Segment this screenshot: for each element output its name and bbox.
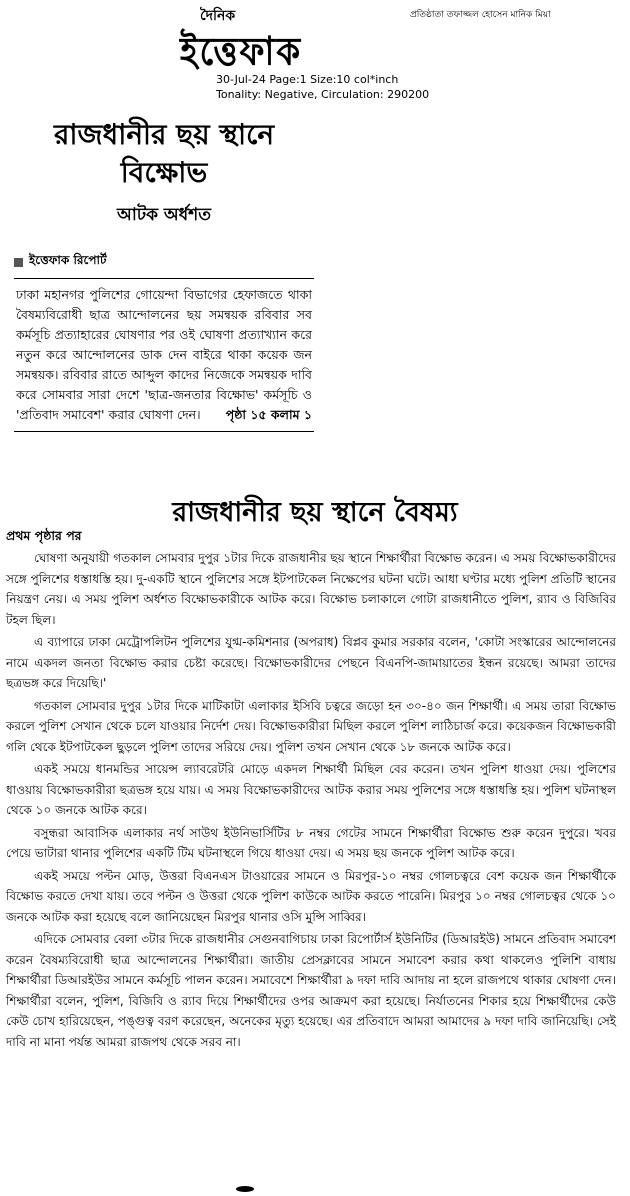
continued-article-body	[6, 548, 616, 1054]
masthead	[180, 4, 620, 75]
continued-headline: রাজধানীর ছয় স্থানে বৈষম্য	[172, 497, 458, 528]
paragraph: বসুন্ধরা আবাসিক এলাকার নর্থ সাউথ ইউনিভার্সিটির ৮ নম্বর গেটের সামনে শিক্ষার্থীরা বিক্ষোভ শুরু করেন দুপুরে। খবর পেয়ে ভাটারা থানার পুলিশের একটি টিম ঘটনাস্থলে গিয়ে ধাওয়া দেয়। এ সময় ছয় জনকে পুলিশ আটক করে।	[6, 825, 616, 860]
jump-reference: পৃষ্ঠা ১৫ কলাম ১	[225, 407, 312, 422]
meta-line-1: 30-Jul-24 Page:1 Size:10 col*inch	[216, 73, 399, 86]
paragraph: একই সময়ে ধানমন্ডির সায়েন্স ল্যাবরেটরি মোড়ে একদল শিক্ষার্থী মিছিল বের করেন। তখন পুলিশ ধাওয়া দেয়। পুলিশের ধাওয়ায় বিক্ষোভকারীরা ছত্রভঙ্গ হয়ে যায়। এ সময় বিক্ষোভকারীদের আটক করার সময় পুলিশের সঙ্গে ধস্তাধস্তি হয়। পুলিশ ঘটনাস্থল থেকে ১০ জনকে আটক করে।	[6, 762, 616, 817]
paragraph: এ ব্যাপারে ঢাকা মেট্রোপলিটন পুলিশের যুগ্ম-কমিশনার (অপরাধ) বিপ্লব কুমার সরকার বলেন, 'কোটা সংস্কারের আন্দোলনের নামে একদল জনতা বিক্ষোভ করার চেষ্টা করেছে। বিক্ষোভকারীদের পেছনে বিএনপি-জামায়াতের ইন্ধন রয়েছে। আমরা তাদের ছত্রভঙ্গ করে দিয়েছি।'	[6, 635, 616, 690]
front-article-body	[14, 278, 314, 432]
masthead-small-title: দৈনিক	[200, 8, 236, 24]
masthead-tagline: প্রতিষ্ঠাতা তফাজ্জল হোসেন মানিক মিয়া	[410, 10, 551, 20]
square-bullet-icon	[14, 258, 23, 267]
continued-from-label: প্রথম পৃষ্ঠার পর	[6, 528, 82, 543]
paragraph: এদিকে সোমবার বেলা ৩টার দিকে রাজধানীর সেগুনবাগিচায় ঢাকা রিপোর্টার্স ইউনিটির (ডিআরইউ) সামনে প্রতিবাদ সমাবেশ করেন বৈষম্যবিরোধী ছাত্র আন্দোলনের শিক্ষার্থীরা। জাতীয় প্রেসক্লাবের সামনে সমাবেশ করার কথা থাকলেও পুলিশি বাধায় শিক্ষার্থীরা ডিআরইউর সামনে কর্মসূচি পালন করেন। সমাবেশে শিক্ষার্থীরা ৯ দফা দাবি আদায় না হলে রাজপথে থাকার ঘোষণা দেন। শিক্ষার্থীরা বলেন, পুলিশ, বিজিবি ও র‍্যাব দিয়ে শিক্ষার্থীদের ওপর আক্রমণ করা হয়েছে। নির্যাতনের শিকার হয়ে শিক্ষার্থীদের কেউ কেউ চোখ হারিয়েছেন, পঙ্গুত্ব বরণ করেছেন, অনেকের মৃত্যু হয়েছে। এর প্রতিবাদে আমরা আমাদের ৯ দফা দাবি জানিয়েছি। সেই দাবি না মানা পর্যন্ত আমরা রাজপথ থেকে সরব না।	[6, 932, 616, 1049]
front-headline	[14, 116, 314, 192]
front-body-text: ঢাকা মহানগর পুলিশের গোয়েন্দা বিভাগের হেফাজতে থাকা বৈষম্যবিরোধী ছাত্র আন্দোলনের ছয় সমন্বয়ক রবিবার সব কর্মসূচি প্রত্যাহারের ঘোষণার পর ওই ঘোষণা প্রত্যাখ্যান করে নতুন করে আন্দোলনের ডাক দেন বাইরে থাকা কয়েক জন সমন্বয়ক। রবিবার রাতে আব্দুল কাদের নিজেকে সমন্বয়ক দাবি করে সোমবার সারা দেশে 'ছাত্র-জনতার বিক্ষোভ' কর্মসূচি ও 'প্রতিবাদ সমাবেশ' করার ঘোষণা দেন।	[16, 287, 312, 422]
front-headline-line-1: রাজধানীর ছয় স্থানে	[53, 118, 275, 151]
meta-line-2: Tonality: Negative, Circulation: 290200	[216, 88, 430, 101]
paragraph: একই সময়ে পল্টন মোড়, উত্তরা বিএনএস টাওয়ারের সামনে ও মিরপুর-১০ নম্বর গোলচত্বরে বেশ কয়েক জন শিক্ষার্থীকে বিক্ষোভ করতে দেখা যায়। তবে পল্টন ও উত্তরা থেকে পুলিশ কাউকে আটক করতে পারেনি। মিরপুর ১০ নম্বর গোলচত্বর থেকে ১০ জনকে আটক করা হয়েছে বলে জানিয়েছেন মিরপুর থানার ওসি মুন্সি সাব্বির।	[6, 868, 616, 924]
front-headline-line-2: বিক্ষোভ	[120, 156, 208, 189]
clipping-meta	[216, 72, 429, 102]
masthead-logo: ইত্তেফাক	[180, 28, 303, 75]
front-page-article	[14, 116, 314, 432]
byline	[14, 252, 314, 272]
front-subheadline: আটক অর্ধশত	[117, 205, 211, 225]
byline-text: ইত্তেফাক রিপোর্ট	[29, 253, 107, 267]
paragraph: গতকাল সোমবার দুপুর ১টার দিকে মাটিকাটা এলাকার ইসিবি চত্বরে জড়ো হন ৩০-৪০ জন শিক্ষার্থী। এ সময় তারা বিক্ষোভ করলে পুলিশ সেখান থেকে চলে যাওয়ার নির্দেশ দেয়। বিক্ষোভকারীরা মিছিল করলে পুলিশ লাঠিচার্জ করে। কয়েকজন বিক্ষোভকারী গলি থেকে ইটপাটকেল ছুড়লে পুলিশ তাদের সরিয়ে দেয়। পুলিশ তখন সেখান থেকে ১৮ জনকে আটক করে।	[6, 698, 616, 754]
bottom-mark	[236, 1186, 254, 1192]
paragraph: ঘোষণা অনুযায়ী গতকাল সোমবার দুপুর ১টার দিকে রাজধানীর ছয় স্থানে শিক্ষার্থীরা বিক্ষোভ করেন। এ সময় বিক্ষোভকারীদের সঙ্গে পুলিশের ধস্তাধস্তি হয়। দু-একটি স্থানে পুলিশের সঙ্গে ইটপাটকেল নিক্ষেপের ঘটনা ঘটে। আধা ঘণ্টার মধ্যে পুলিশ প্রতিটি স্থানের নিয়ন্ত্রণ নেয়। এ সময় পুলিশ অর্ধশত বিক্ষোভকারীকে আটক করে। বিক্ষোভ চলাকালে গোটা রাজধানীতে পুলিশ, র‍্যাব ও বিজিবির টহল ছিল।	[6, 551, 616, 627]
